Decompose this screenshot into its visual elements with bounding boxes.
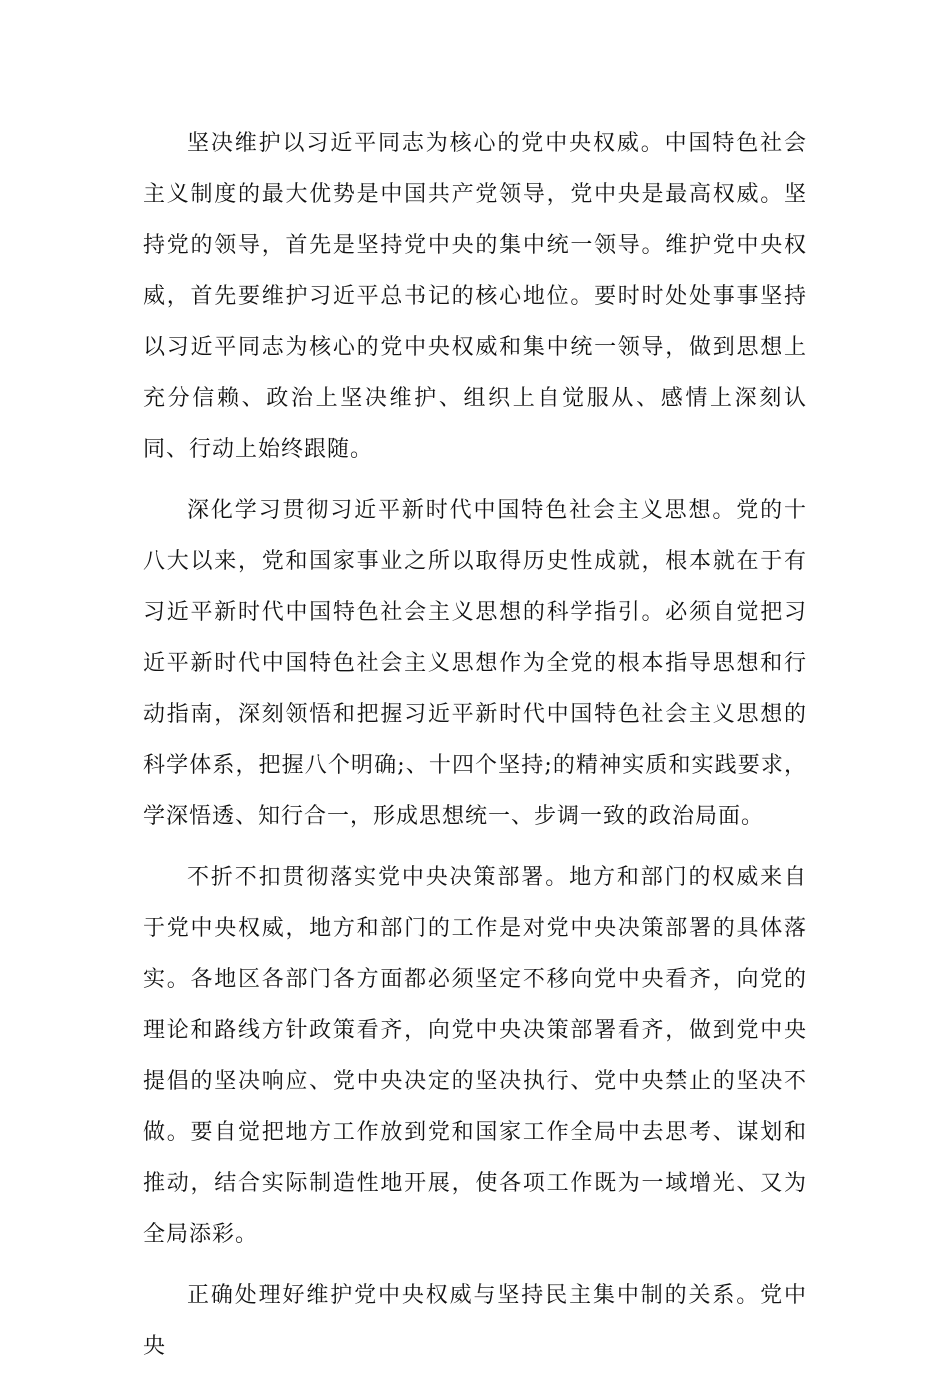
paragraph-3: 不折不扣贯彻落实党中央决策部署。地方和部门的权威来自于党中央权威，地方和部门的工作是对党中央决策部署的具体落实。各地区各部门各方面都必须坚定不移向党中央看齐，向党的理论和路线方针政策看齐，向党中央决策部署看齐，做到党中央提倡的坚决响应、党中央决定的坚决执行、党中央禁止的坚决不做。要自觉把地方工作放到党和国家工作全局中去思考、谋划和推动，结合实际制造性地开展，使各项工作既为一域增光、又为全局添彩。 — [143, 865, 807, 1247]
paragraph-2: 深化学习贯彻习近平新时代中国特色社会主义思想。党的十八大以来，党和国家事业之所以取得历史性成就，根本就在于有习近平新时代中国特色社会主义思想的科学指引。必须自觉把习近平新时代中国特色社会主义思想作为全党的根本指导思想和行动指南，深刻领悟和把握习近平新时代中国特色社会主义思想的科学体系，把握八个明确;、十四个坚持;的精神实质和实践要求，学深悟透、知行合一，形成思想统一、步调一致的政治局面。 — [143, 498, 807, 829]
document-body — [143, 118, 807, 1382]
paragraph-1: 坚决维护以习近平同志为核心的党中央权威。中国特色社会主义制度的最大优势是中国共产党领导，党中央是最高权威。坚持党的领导，首先是坚持党中央的集中统一领导。维护党中央权威，首先要维护习近平总书记的核心地位。要时时处处事事坚持以习近平同志为核心的党中央权威和集中统一领导，做到思想上充分信赖、政治上坚决维护、组织上自觉服从、感情上深刻认同、行动上始终跟随。 — [143, 131, 807, 462]
paragraph-4: 正确处理好维护党中央权威与坚持民主集中制的关系。党中央 — [143, 1283, 807, 1359]
